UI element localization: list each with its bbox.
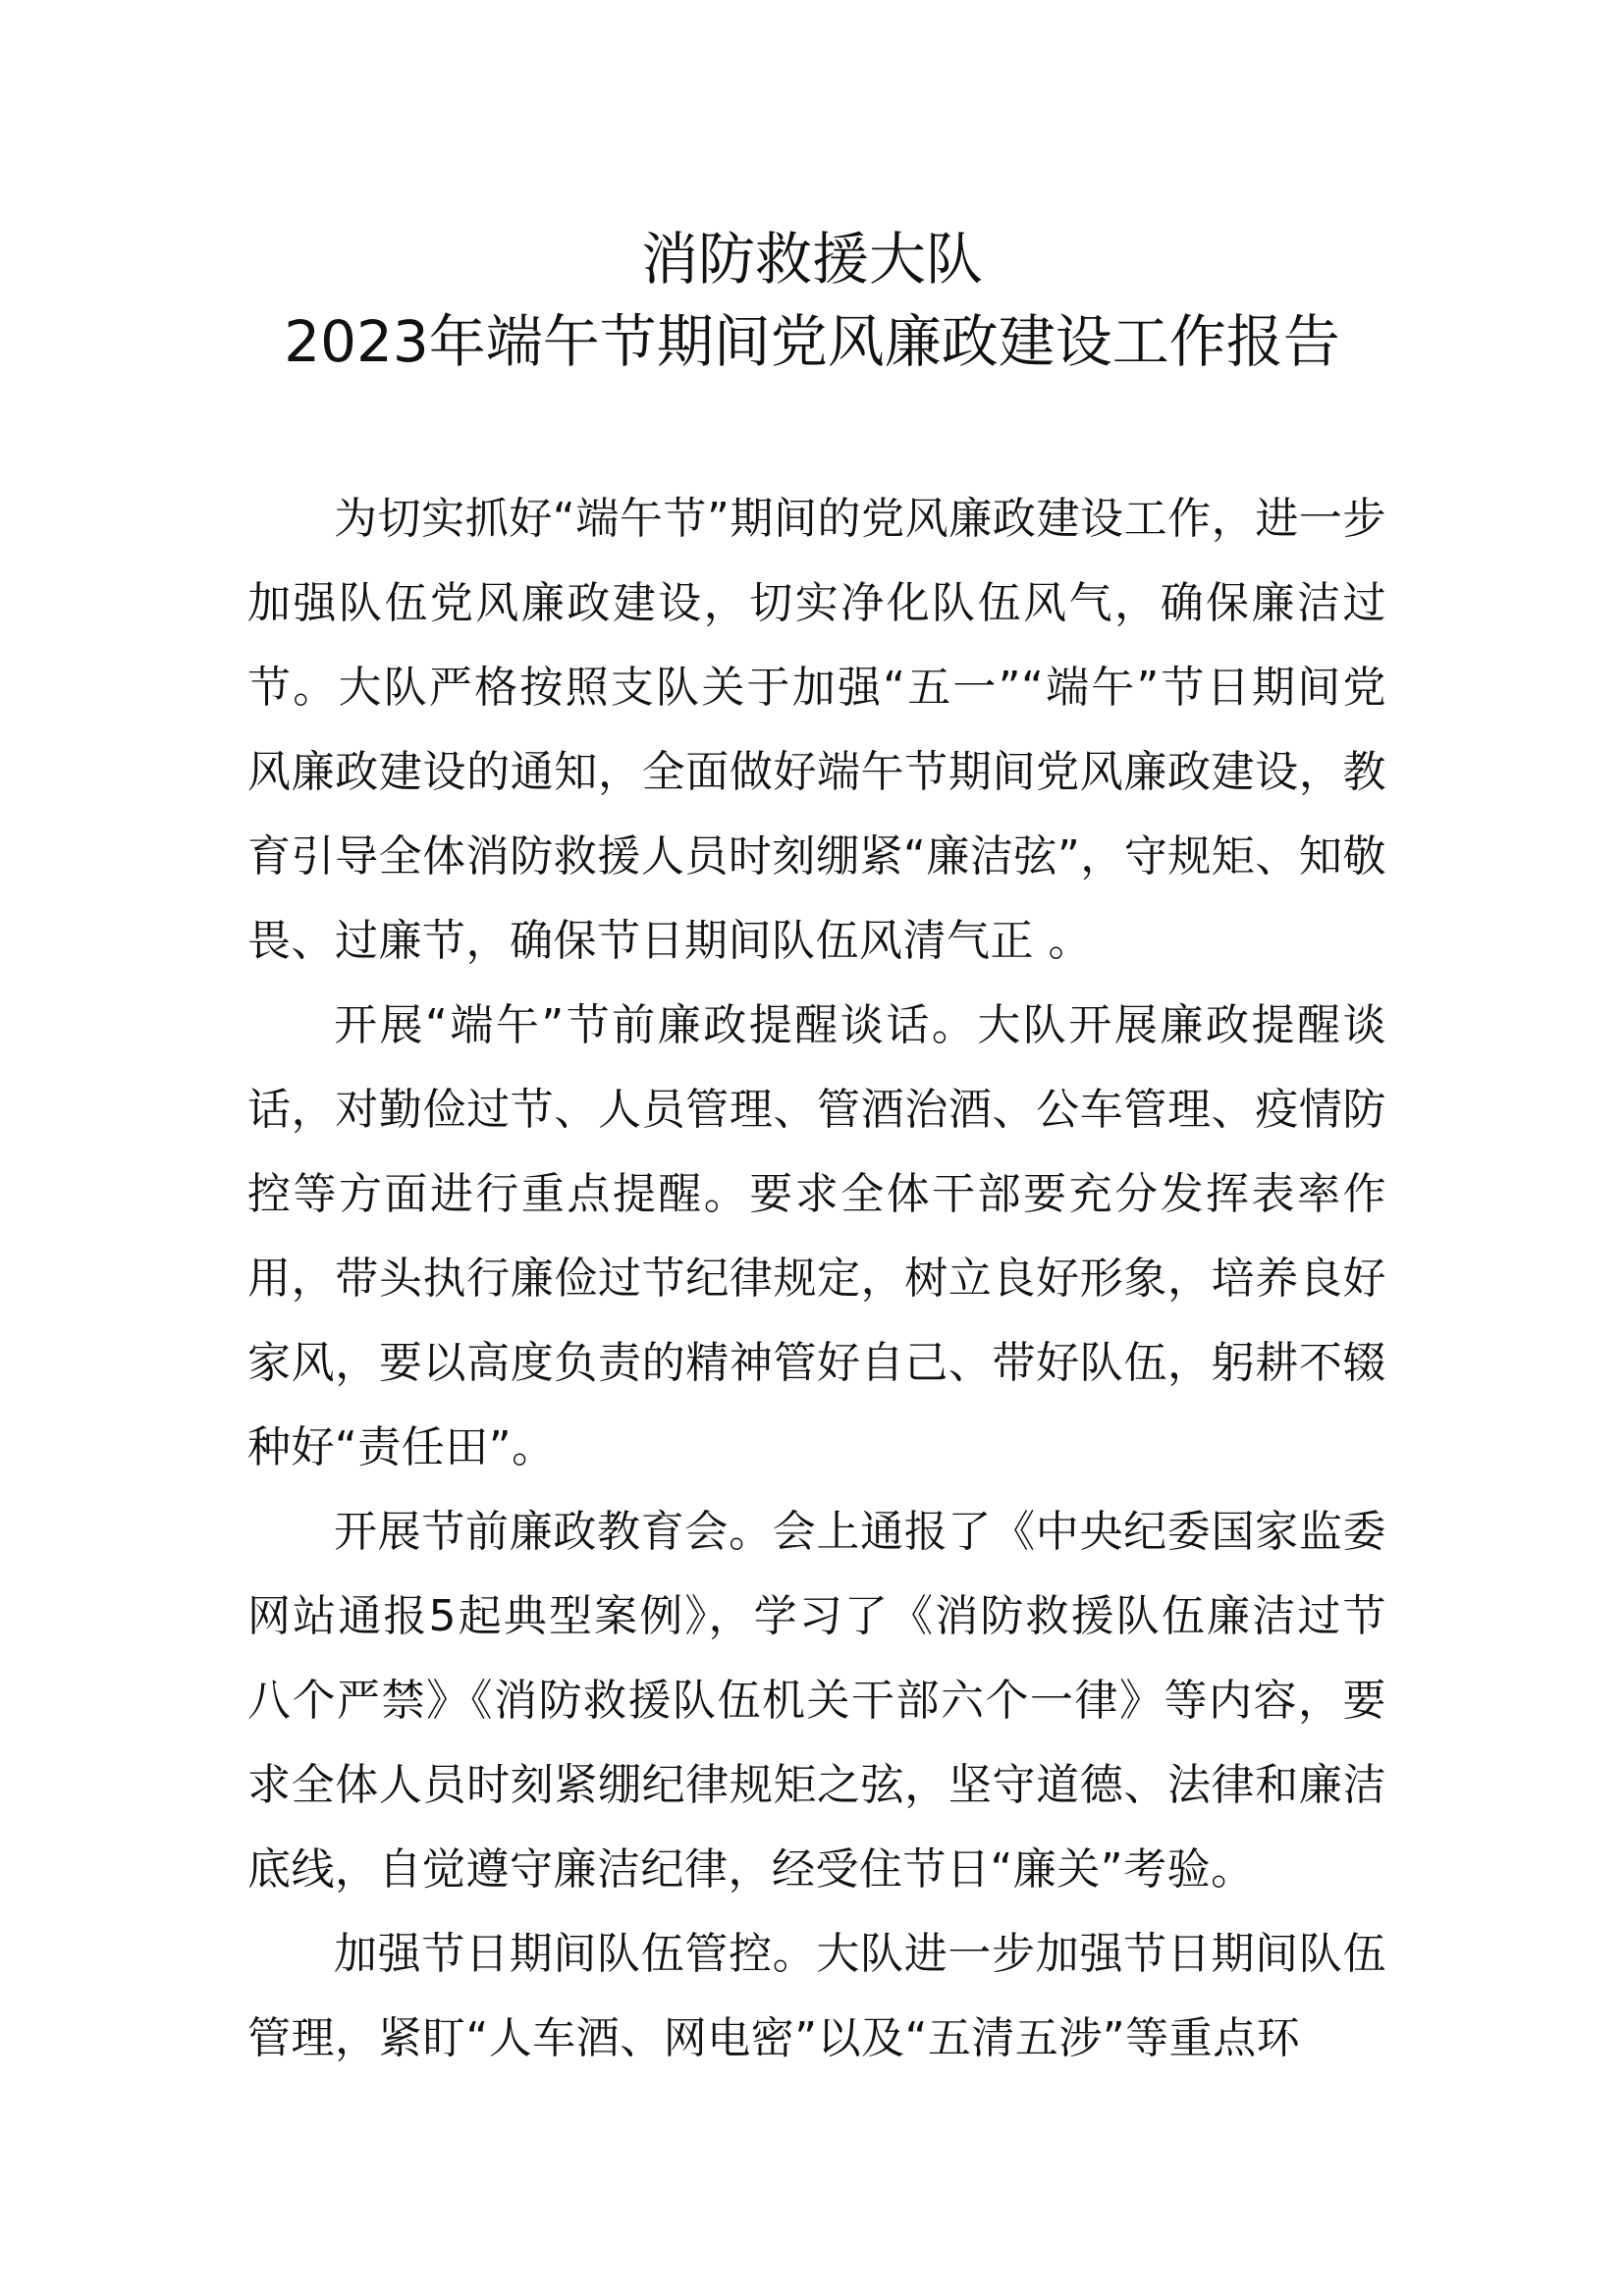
- paragraph-intro: 为切实抓好“端午节”期间的党风廉政建设工作，进一步加强队伍党风廉政建设，切实净化队伍风气，确保廉洁过节。大队严格按照支队关于加强“五一”“端午”节日期间党风廉政建设的通知，全面做好端午节期间党风廉政建设，教育引导全体消防救援人员时刻绷紧“廉洁弦”，守规矩、知敬畏、过廉节，确保节日期间队伍风清气正 。: [247, 494, 1386, 966]
- paragraph-reminder-talk: 开展“端午”节前廉政提醒谈话。大队开展廉政提醒谈话，对勤俭过节、人员管理、管酒治酒、公车管理、疫情防控等方面进行重点提醒。要求全体干部要充分发挥表率作用，带头执行廉俭过节纪律规定，树立良好形象，培养良好家风，要以高度负责的精神管好自己、带好队伍，躬耕不辍种好“责任田”。: [247, 1000, 1386, 1472]
- document-title: [0, 218, 1624, 383]
- title-line-report: 2023年端午节期间党风廉政建设工作报告: [284, 308, 1340, 375]
- title-line-unit: 消防救援大队: [640, 226, 983, 293]
- paragraph-team-control: 加强节日期间队伍管控。大队进一步加强节日期间队伍管理，紧盯“人车酒、网电密”以及“五清五涉”等重点环: [247, 1929, 1386, 2063]
- document-body: [247, 477, 1386, 2081]
- paragraph-education-meeting: 开展节前廉政教育会。会上通报了《中央纪委国家监委网站通报5起典型案例》，学习了《消防救援队伍廉洁过节八个严禁》《消防救援队伍机关干部六个一律》等内容，要求全体人员时刻紧绷纪律规矩之弦，坚守道德、法律和廉洁底线，自觉遵守廉洁纪律，经受住节日“廉关”考验。: [247, 1507, 1386, 1895]
